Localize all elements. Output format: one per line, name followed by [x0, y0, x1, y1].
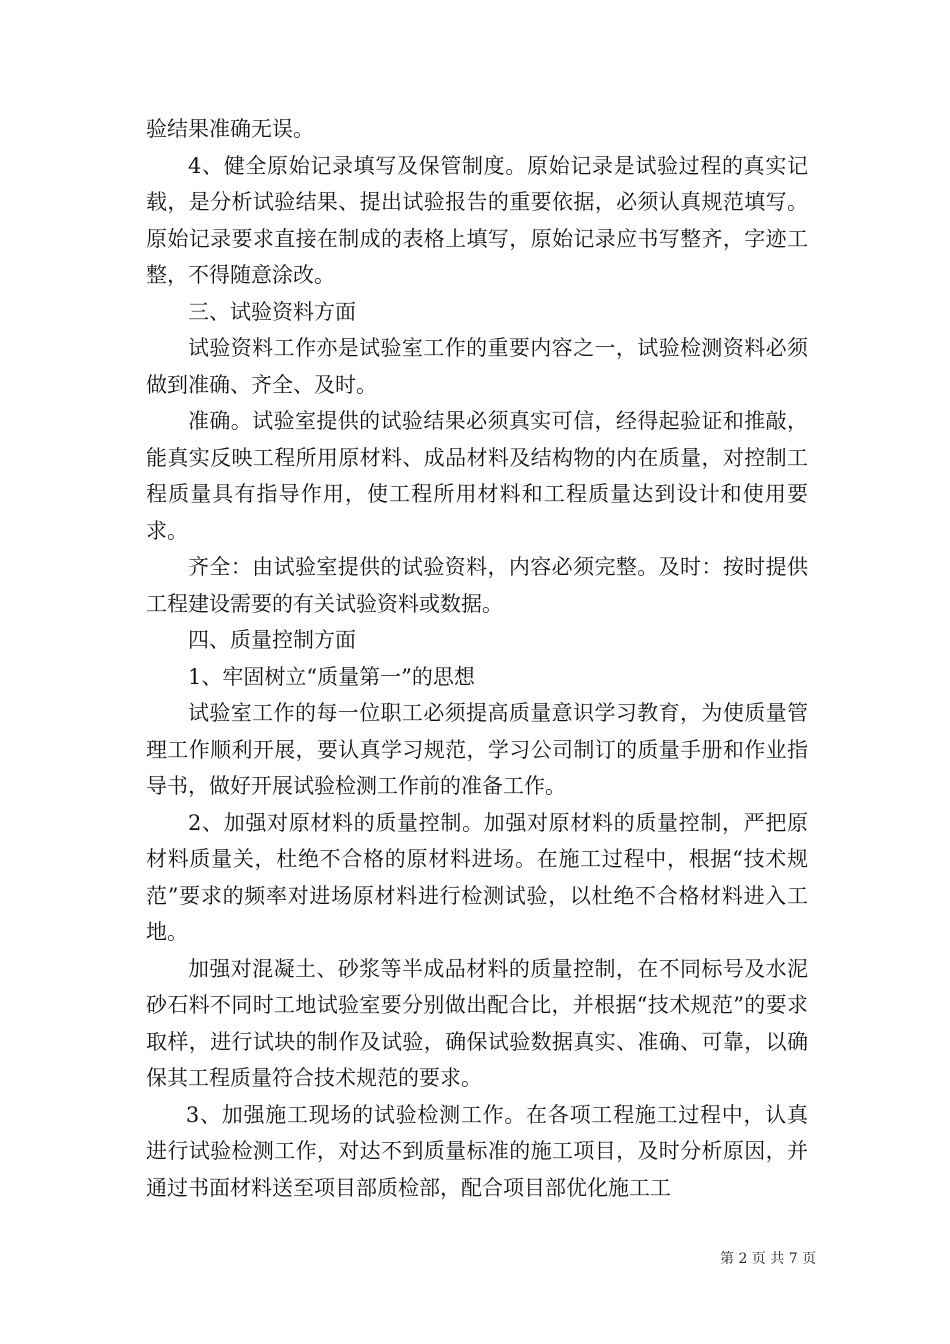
section-heading-test-data: 三、试验资料方面	[188, 299, 356, 324]
paragraph-quality-awareness: 试验室工作的每一位职工必须提高质量意识学习教育，为使质量管理工作顺利开展，要认真学习规范，学习公司制订的质量手册和作业指导书，做好开展试验检测工作前的准备工作。	[146, 701, 808, 798]
paragraph-complete-timely: 齐全：由试验室提供的试验资料，内容必须完整。及时：按时提供工程建设需要的有关试验资料或数据。	[146, 555, 808, 616]
document-body	[146, 111, 808, 1206]
subheading-quality-first: 1、牢固树立“质量第一”的思想	[188, 664, 475, 689]
section-heading-quality-control: 四、质量控制方面	[188, 628, 356, 652]
paragraph-continuation: 验结果准确无误。	[146, 117, 314, 141]
paragraph-site-testing: 3、加强施工现场的试验检测工作。在各项工程施工过程中，认真进行试验检测工作，对达不到质量标准的施工项目，及时分析原因，并通过书面材料送至项目部质检部，配合项目部优化施工工	[146, 1102, 808, 1200]
page-number-footer: 第 2 页 共 7 页	[720, 1251, 817, 1267]
paragraph-raw-material-control: 2、加强对原材料的质量控制。加强对原材料的质量控制，严把原材料质量关，杜绝不合格的原材料进场。在施工过程中，根据“技术规范”要求的频率对进场原材料进行检测试验，以杜绝不合格材料进入工地。	[146, 810, 808, 944]
paragraph-accurate: 准确。试验室提供的试验结果必须真实可信，经得起验证和推敲，能真实反映工程所用原材料、成品材料及结构物的内在质量，对控制工程质量具有指导作用，使工程所用材料和工程质量达到设计和使用要求。	[146, 409, 808, 543]
paragraph-original-records: 4、健全原始记录填写及保管制度。原始记录是试验过程的真实记载，是分析试验结果、提出试验报告的重要依据，必须认真规范填写。原始记录要求直接在制成的表格上填写，原始记录应书写整齐，字迹工整，不得随意涂改。	[146, 153, 808, 287]
paragraph-semi-finished-control: 加强对混凝土、砂浆等半成品材料的质量控制，在不同标号及水泥砂石料不同时工地试验室要分别做出配合比，并根据“技术规范”的要求取样，进行试块的制作及试验，确保试验数据真实、准确、可靠，以确保其工程质量符合技术规范的要求。	[146, 956, 808, 1090]
paragraph-test-data-intro: 试验资料工作亦是试验室工作的重要内容之一，试验检测资料必须做到准确、齐全、及时。	[146, 336, 808, 397]
